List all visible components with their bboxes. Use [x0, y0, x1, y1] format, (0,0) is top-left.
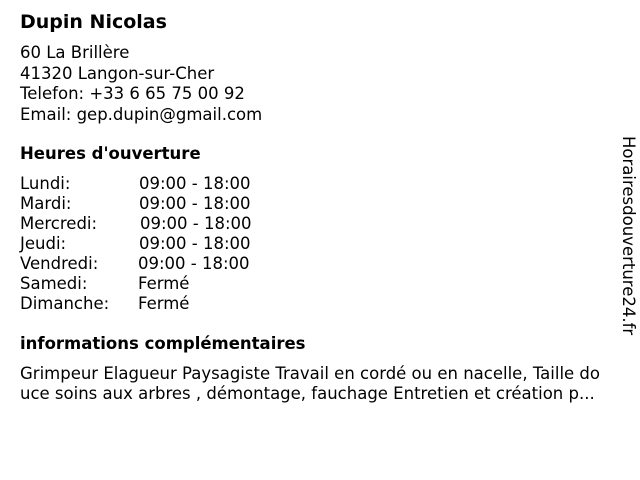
- day-hours: 09:00 - 18:00: [139, 174, 251, 193]
- day-hours: 09:00 - 18:00: [139, 194, 251, 213]
- hours-heading: Heures d'ouverture: [20, 144, 201, 163]
- address-street: 60 La Brillère: [20, 43, 130, 62]
- day-hours: Fermé: [138, 274, 190, 293]
- info-heading: informations complémentaires: [20, 334, 306, 353]
- day-label: Vendredi:: [20, 254, 99, 273]
- business-description: [20, 364, 632, 404]
- day-hours: 09:00 - 18:00: [138, 254, 250, 273]
- day-hours: 09:00 - 18:00: [139, 234, 251, 253]
- address-city: 41320 Langon-sur-Cher: [20, 63, 215, 83]
- phone-number[interactable]: Telefon: +33 6 65 75 00 92: [20, 84, 245, 103]
- day-label: Lundi:: [20, 174, 71, 193]
- email-address[interactable]: Email: gep.dupin@gmail.com: [20, 104, 263, 124]
- contact-block: [20, 43, 262, 125]
- day-label: Jeudi:: [20, 234, 67, 253]
- day-label: Mardi:: [20, 194, 72, 213]
- day-hours: 09:00 - 18:00: [140, 214, 252, 233]
- day-hours: Fermé: [138, 294, 190, 313]
- day-label: Mercredi:: [20, 214, 98, 233]
- day-label: Samedi:: [20, 274, 88, 293]
- business-name: Dupin Nicolas: [20, 11, 167, 33]
- description-line-1: Grimpeur Elagueur Paysagiste Travail en cordé ou en nacelle, Taille do: [20, 364, 600, 383]
- day-label: Dimanche:: [20, 294, 110, 313]
- watermark-text: Horairesdouverture24.fr: [619, 136, 638, 336]
- description-line-2: uce soins aux arbres , démontage, fauchage Entretien et création p...: [20, 384, 595, 403]
- site-watermark: [611, 136, 639, 346]
